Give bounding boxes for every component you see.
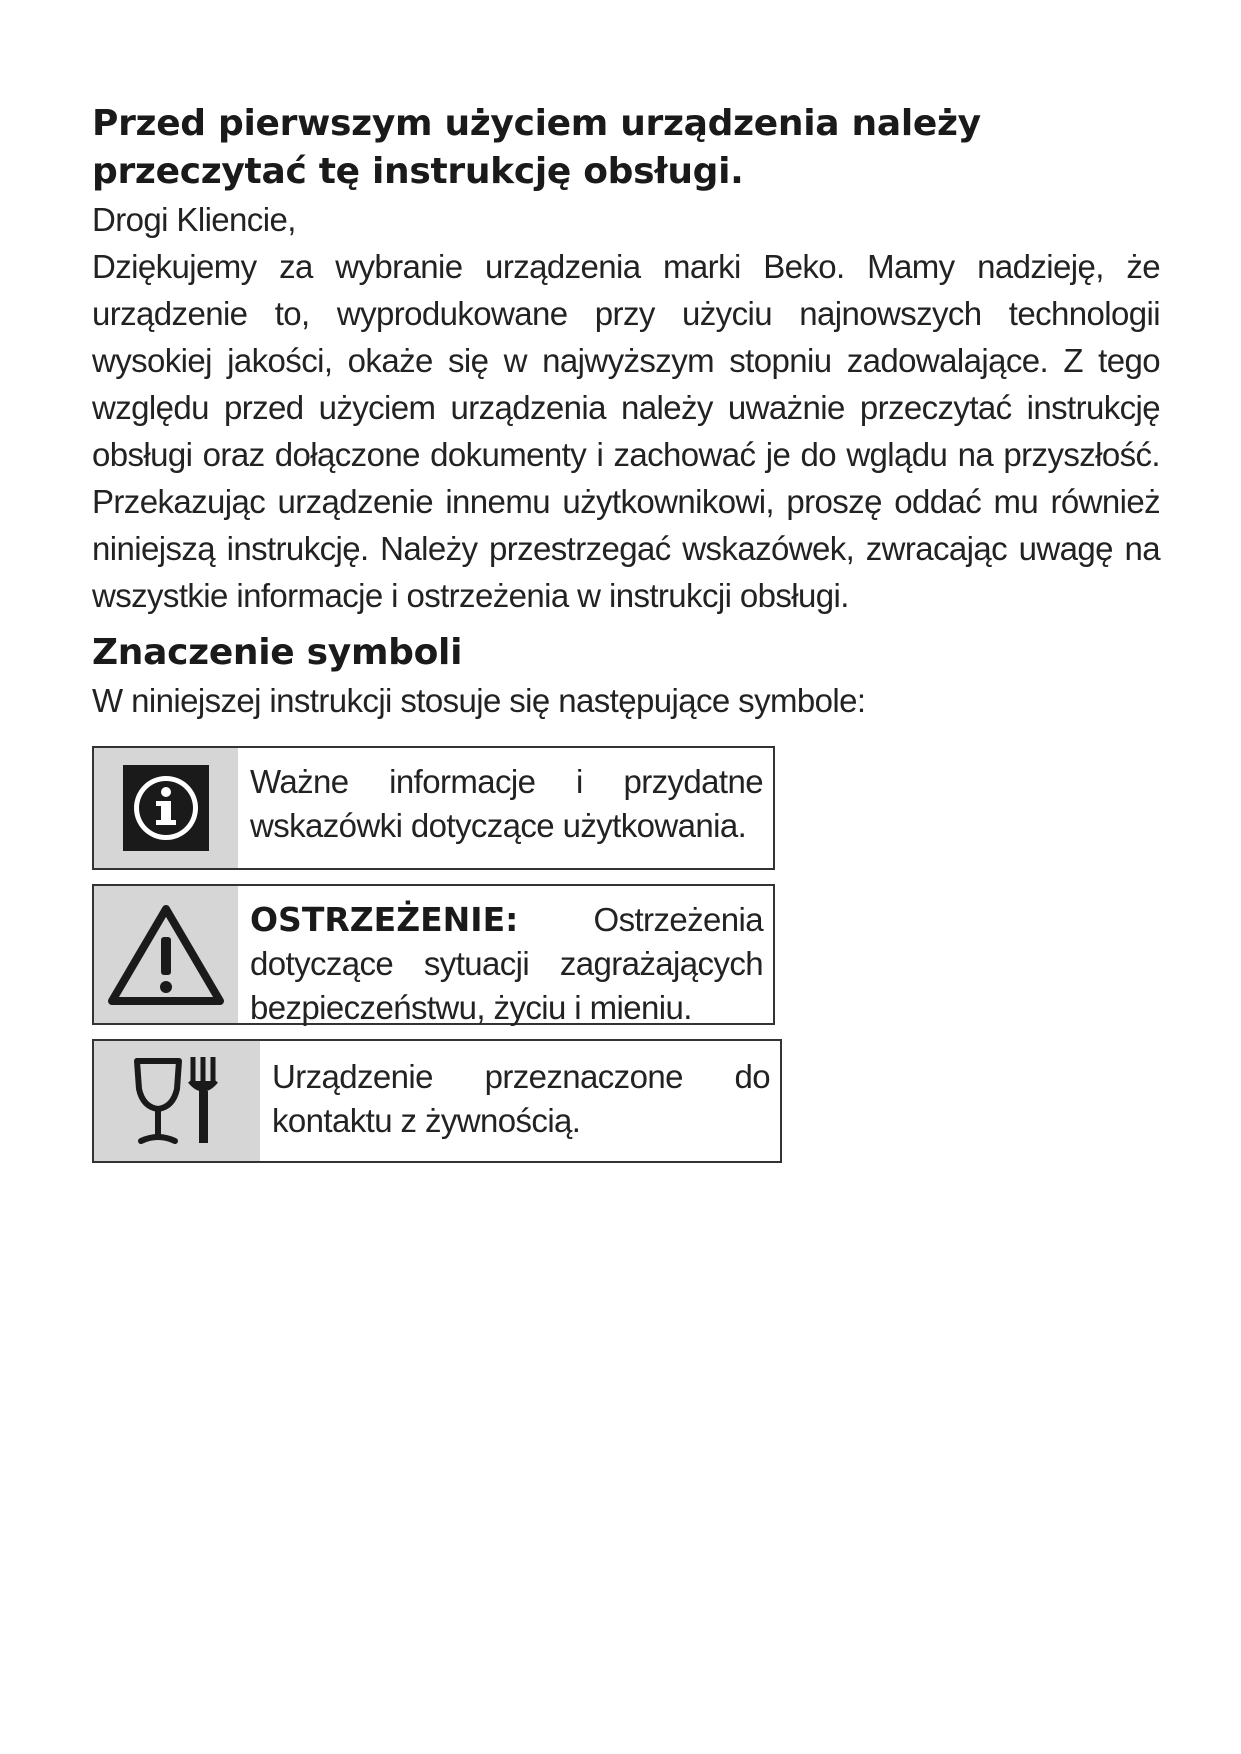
warning-label: OSTRZEŻENIE: (250, 900, 519, 939)
symbol-box-warning (92, 884, 775, 1025)
section-subtitle: W niniejszej instrukcji stosuje się następujące symbole: (92, 682, 866, 719)
warning-text: Ostrzeżenia dotyczące sytuacji zagrażających bezpieczeństwu, życiu i mieniu. (250, 901, 763, 1026)
symbol-description (238, 886, 773, 1026)
page-title: Przed pierwszym użyciem urządzenia należy przeczytać tę instrukcję obsługi. (92, 103, 981, 192)
symbol-icon-cell (94, 1041, 260, 1161)
symbol-box-info (92, 746, 775, 870)
symbol-list (92, 746, 1162, 1163)
symbol-description: Urządzenie przeznaczone do kontaktu z żywnością. (272, 1058, 770, 1139)
intro-paragraph: Dziękujemy za wybranie urządzenia marki Beko. Mamy nadzieję, że urządzenie to, wyprodukowane przy użyciu najnowszych technologii wysokiej jakości, okaże się w najwyższym stopniu zadowalające. Z tego względu przed użyciem urządzenia należy uważnie przeczytać instrukcję obsługi oraz dołączone dokumenty i zachować je do wglądu na przyszłość. Przekazując urządzenie innemu użytkownikowi, proszę oddać mu również niniejszą instrukcję. Należy przestrzegać wskazówek, zwracając uwagę na wszystkie informacje i ostrzeżenia w instrukcji obsługi. (92, 248, 1160, 614)
manual-page (92, 100, 1162, 1177)
symbol-box-food-contact (92, 1039, 782, 1163)
food-contact-icon (127, 1053, 227, 1149)
section-title-symbols: Znaczenie symboli (92, 632, 463, 673)
warning-triangle-icon (107, 903, 225, 1007)
info-icon (123, 765, 209, 851)
symbol-description: Ważne informacje i przydatne wskazówki dotyczące użytkowania. (250, 763, 763, 844)
greeting: Drogi Kliencie, (92, 201, 296, 238)
symbol-icon-cell (94, 886, 238, 1023)
symbol-icon-cell (94, 748, 238, 868)
